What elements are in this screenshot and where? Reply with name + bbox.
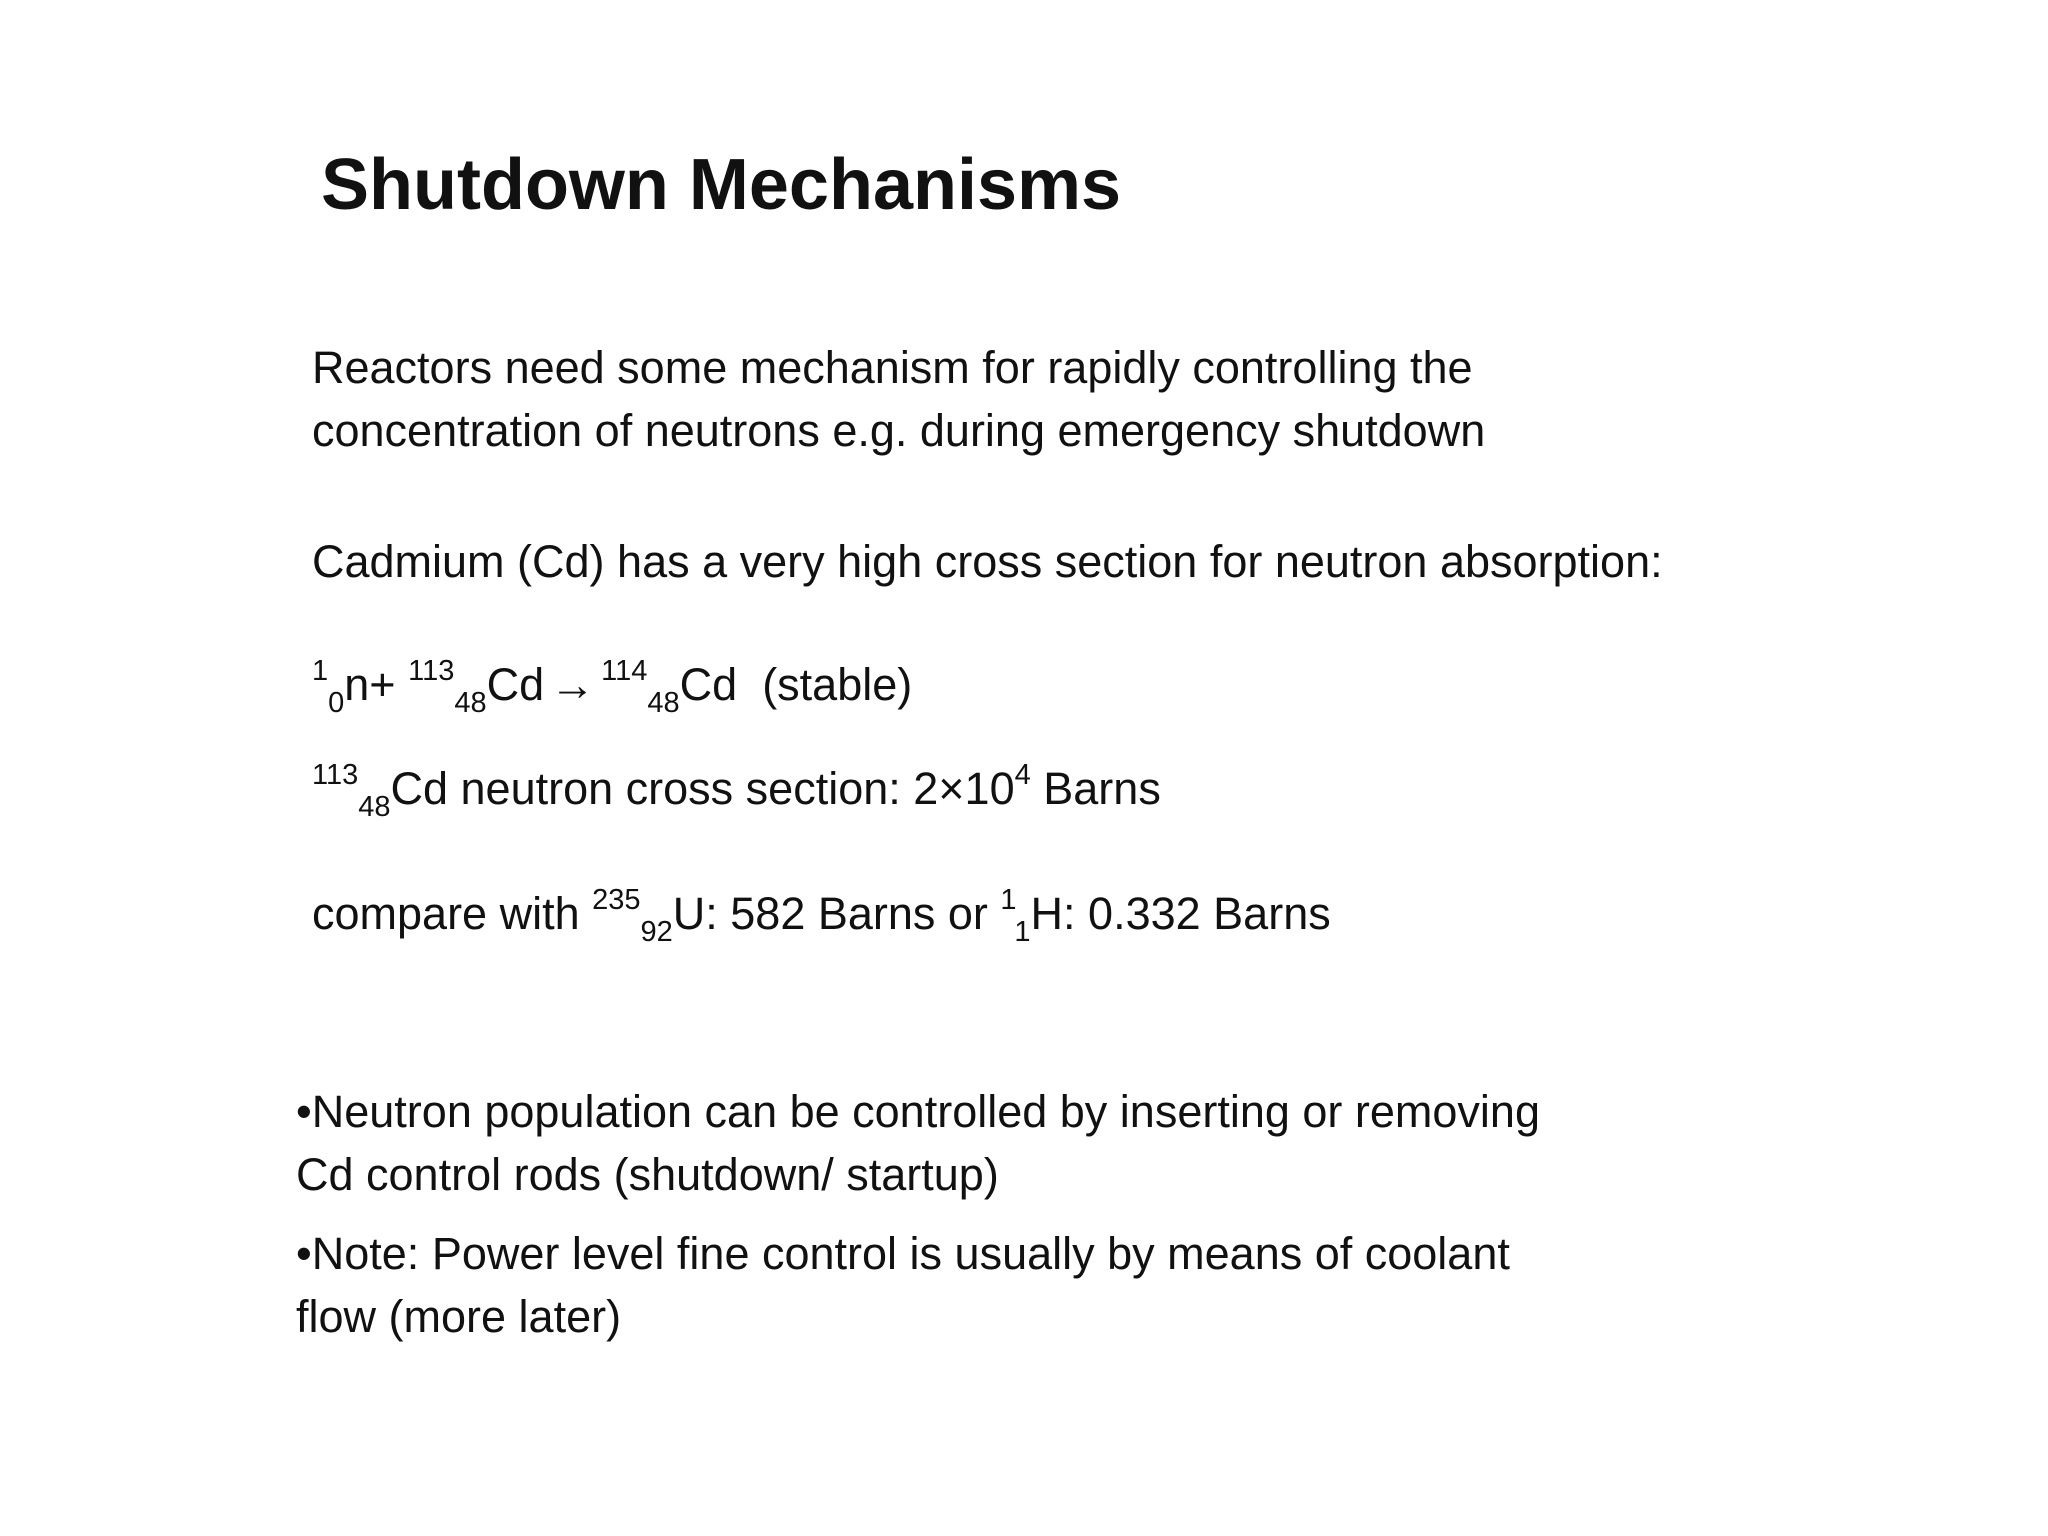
cross-section-mass-number: 113 — [312, 759, 359, 791]
intro-line-1: Reactors need some mechanism for rapidly controlling the — [312, 342, 1473, 393]
compare-prefix: compare with — [312, 888, 593, 939]
cd114-isotope — [601, 653, 738, 719]
cd114-mass-number: 114 — [601, 655, 648, 687]
uranium-text: U: 582 Barns or — [672, 888, 1001, 939]
cd113-isotope — [408, 653, 545, 719]
neutron-symbol: n+ — [344, 659, 396, 710]
cadmium-paragraph: Cadmium (Cd) has a very high cross section for neutron absorption: — [312, 536, 1663, 587]
reaction-arrow: → — [550, 659, 596, 710]
uranium-atomic-number: 92 — [640, 916, 673, 948]
bullet-control-rods — [296, 1080, 1540, 1206]
slide-title: Shutdown Mechanisms — [321, 145, 1122, 225]
hydrogen-mass-number: 1 — [1000, 884, 1015, 916]
intro-paragraph — [312, 336, 1485, 462]
cd113-mass-number: 113 — [408, 655, 455, 687]
cross-section-line — [312, 757, 1161, 823]
cross-section-exponent: 4 — [1014, 759, 1031, 791]
cd114-symbol: Cd — [679, 659, 738, 710]
bullet-2-line-1: •Note: Power level fine control is usually by means of coolant — [296, 1228, 1510, 1279]
cross-section-unit: Barns — [1030, 763, 1161, 814]
cd113-atomic-number: 48 — [454, 687, 487, 719]
cd113-symbol: Cd — [486, 659, 545, 710]
bullet-coolant-flow — [296, 1222, 1510, 1348]
uranium-mass-number: 235 — [592, 884, 641, 916]
bullet-1-line-1: •Neutron population can be controlled by inserting or removing — [296, 1086, 1540, 1137]
bullet-2-line-2: flow (more later) — [296, 1291, 622, 1342]
compare-line — [312, 882, 1331, 948]
cross-section-text: Cd neutron cross section: 2×10 — [390, 763, 1015, 814]
cross-section-atomic-number: 48 — [358, 791, 391, 823]
hydrogen-text: H: 0.332 Barns — [1030, 888, 1331, 939]
neutron-mass-number: 1 — [312, 655, 329, 687]
neutron-isotope — [312, 653, 396, 719]
intro-line-2: concentration of neutrons e.g. during emergency shutdown — [312, 405, 1486, 456]
neutron-atomic-number: 0 — [328, 687, 345, 719]
absorption-equation — [312, 653, 913, 719]
bullet-1-line-2: Cd control rods (shutdown/ startup) — [296, 1149, 999, 1200]
stable-note: (stable) — [762, 659, 913, 710]
hydrogen-atomic-number: 1 — [1014, 916, 1031, 948]
cd114-atomic-number: 48 — [647, 687, 680, 719]
